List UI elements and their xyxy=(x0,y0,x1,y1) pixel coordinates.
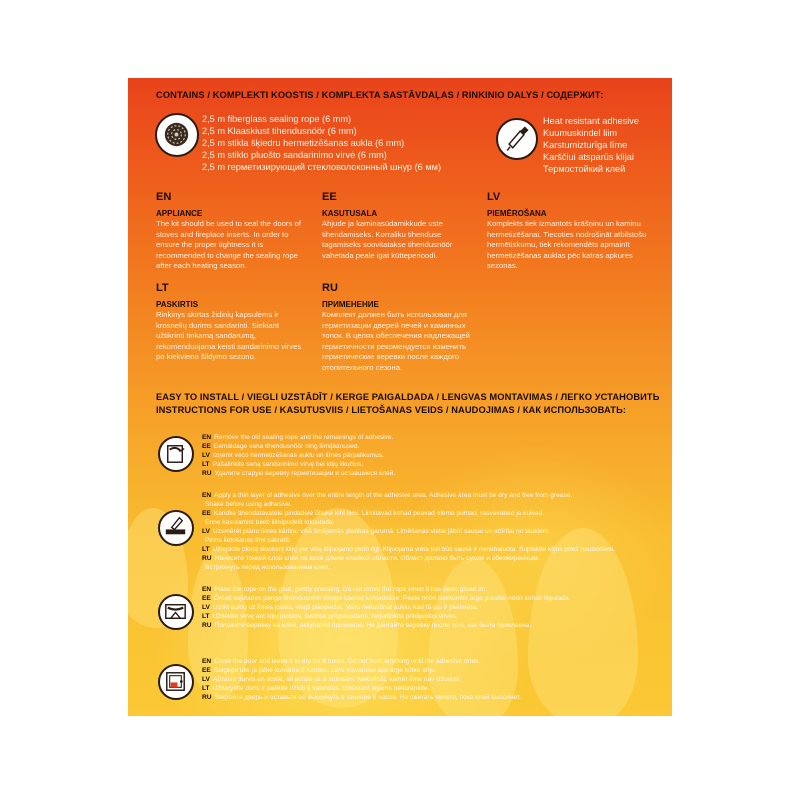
step-line xyxy=(202,461,363,470)
step-line xyxy=(202,434,393,443)
remove-old-rope-icon xyxy=(158,436,194,472)
section-code: EN xyxy=(156,191,172,203)
lang-code: LV xyxy=(202,604,210,611)
section-text: The kit should be used to seal the doors of stoves and fireplace inserts. In order to ensure the proper tightness it is recommended to change the sealing rope after each heating season. xyxy=(156,219,301,270)
step-text: Remove the old sealing rope and the remainings of adhesive. xyxy=(214,434,394,441)
section-code: EE xyxy=(322,191,337,203)
rope-line: 2,5 m stikla šķiedru hermetizēšanas aukla (6 mm) xyxy=(202,138,405,148)
step-text: Нанесите тонкий слой клея по всей длине клейкой области. Област должно быть сухим и обезжиренным. xyxy=(214,555,540,562)
step-text: Uzlikt auklu uz līmes joslas, viegli piespiežot. Vairs nekustināt auklu, kad tā jau ir pielīmēta. xyxy=(212,604,478,611)
adhesive-line: Karščiui atsparūs klijai xyxy=(543,152,634,162)
step-line xyxy=(202,555,539,564)
section-title: KASUTUSALA xyxy=(322,209,378,218)
step-line xyxy=(202,510,544,519)
step-line xyxy=(202,501,292,510)
section-code: RU xyxy=(322,282,338,294)
easy-to-install-heading: EASY TO INSTALL / VIEGLI UZSTĀDĪT / KERGE PAIGALDADA / LENGVAS MONTAVIMAS / ЛЕГКО УСТАНОВИТЬ xyxy=(156,392,660,402)
rope-line: 2,5 m stiklo pluošto sandarinimo virvė (6 mm) xyxy=(202,150,387,160)
step-line xyxy=(202,586,487,595)
lang-code: LV xyxy=(202,452,210,459)
section-text: Ahjude ja kaminasüdamikkude uste tihendamiseks. Korraliku tihenduse tagamiseks soovitatakse tihendusnöör vahetada peale igat kütteperioodi. xyxy=(322,219,453,260)
rope-line: 2,5 m Klaaskiust tihendusnöör (6 mm) xyxy=(202,126,357,136)
lang-code: EN xyxy=(202,658,212,665)
lang-code: EE xyxy=(202,595,211,602)
lang-code: LT xyxy=(202,546,210,553)
step-text: Встряхнуть перед использованием клея. xyxy=(205,564,330,571)
lang-code: EE xyxy=(202,667,211,674)
step-text: Izņemt veco hermetizēšanas auklu un līmes pārpalikumus. xyxy=(212,452,385,459)
step-text: Uždėkite virvę ant klijų juostos, švelniai prispausdami. Nejudinkite priklijuotos virvės. xyxy=(212,613,458,620)
product-instructions-panel xyxy=(128,78,672,716)
step-line xyxy=(202,519,334,528)
instructions-heading: INSTRUCTIONS FOR USE / KASUTUSVIIS / LIETOŠANAS VEIDS / NAUDOJIMAS / КАК ИСПОЛЬЗОВАТЬ: xyxy=(156,405,627,415)
adhesive-line: Kuumuskindel liim xyxy=(543,128,618,138)
section-text: Komplekts tiek izmantots krāšņinu un kaminu hermetizēšanai. Tiecoties nodrošināt atbilstošu hermētiskumu, tiek rekomendēts apmainīt hermetizēšanas auklas pēc katras apkures sezonas. xyxy=(487,219,647,270)
step-text: Shake before using adhesive. xyxy=(205,501,292,508)
step-text: Kandke tihendatavatele pindadele õhuke kiht liimi. Liimitavad kohad peavad olema puhtad, rasvavabad ja kuivad. xyxy=(213,510,545,517)
lang-code: RU xyxy=(202,555,212,562)
rope-line: 2,5 m fiberglass sealing rope (6 mm) xyxy=(202,114,352,124)
step-line xyxy=(202,667,437,676)
lang-code: LT xyxy=(202,461,210,468)
step-text: Закройте дверь и оставьте ее высохнуть в течение 8 часов. Не сжигать ничего, пока клей высохнет. xyxy=(214,694,522,701)
step-line xyxy=(202,676,461,685)
step-line xyxy=(202,564,330,573)
step-line xyxy=(202,595,570,604)
step-text: Положите веревку на клей, аккуратно прижимая. Не двигайте веревку после того, как была приклеена. xyxy=(214,622,532,629)
lang-code: EN xyxy=(202,434,212,441)
lang-code: RU xyxy=(202,694,212,701)
step-text: Uzsmērēt plānu līmes kārtiņu visā līmējamās platības garumā. Līmēšanas vietai jābūt sausai un attīrītai no taukiem. xyxy=(212,528,551,535)
step-line xyxy=(202,470,395,479)
step-line xyxy=(202,528,550,537)
section-title: APPLIANCE xyxy=(156,209,203,218)
close-door-icon xyxy=(158,664,194,700)
step-line xyxy=(202,685,430,694)
rope-line: 2,5 m герметизирующий стекловолоконный шнур (6 мм) xyxy=(202,162,442,172)
step-text: Aiztaisīt durvis un atstāt, lai atžūst uz 8 stundām. Nekurināt, kamēr līme nav izžuvusi. xyxy=(212,676,462,683)
section-title: PIEMĒROŠANA xyxy=(487,209,547,218)
adhesive-line: Heat resistant adhesive xyxy=(543,116,640,126)
lang-code: EN xyxy=(202,492,212,499)
step-line xyxy=(202,537,291,546)
step-line xyxy=(202,546,615,555)
step-line xyxy=(202,452,384,461)
section-text: Rinkinys skirtas židinių kapsulėms ir krosnelių durims sandarinti. Siekiant užtikrinti tinkamą sandarumą, rekomenduojama keisti sandarinimo virves po kiekvieno šildymo sezono. xyxy=(156,310,302,361)
step-text: Place the rope on the glue, gently pressing. Do not move the rope when it has been glued on. xyxy=(214,586,487,593)
step-line xyxy=(202,622,531,631)
step-text: Sulgege uks ja jätke kuivama 8 tunniks. Liimi kuivamise ajal ärge kütke ahju. xyxy=(213,667,437,674)
step-text: Užtepkite ploną sluoksnį klijų per visą klijuojamo ploto ilgį. Klijuojama vieta turi būti sausa ir neriebaluota. Suplakite klijus prieš naudodami. xyxy=(212,546,616,553)
place-rope-icon xyxy=(158,594,194,630)
lang-code: LT xyxy=(202,685,210,692)
step-text: Apply a thin layer of adhesive over the entire length of the adhesive area. Adhesive area must be dry and free from grease. xyxy=(214,492,573,499)
step-text: Eemaldage vana tihendusnöör ning liimijäänused. xyxy=(213,443,360,450)
step-text: Pašalinkite seną sandarinimo virvę bei klijų likučius. xyxy=(212,461,364,468)
step-line xyxy=(202,443,359,452)
adhesive-tube-icon xyxy=(496,118,538,160)
apply-adhesive-icon xyxy=(158,510,194,546)
lang-code: RU xyxy=(202,470,212,477)
section-code: LT xyxy=(156,282,169,294)
section-text: Комплект должен быть использован для герметизации дверей печей и каминных топок. В целях обеспечения надлежащей герметичности рекомендуется изменить герметические веревки после каждого отопительного сезона. xyxy=(322,310,470,372)
step-text: Pirms lietošanas līmi sakratīt. xyxy=(205,537,291,544)
lang-code: RU xyxy=(202,622,212,629)
section-code: LV xyxy=(487,191,501,203)
lang-code: EN xyxy=(202,586,212,593)
contains-heading: CONTAINS / KOMPLEKTI KOOSTIS / KOMPLEKTA SASTĀVDAĻAS / RINKINIO DALYS / СОДЕРЖИТ: xyxy=(156,90,604,100)
lang-code: EE xyxy=(202,510,211,517)
step-text: Uždarykite duris ir palikite džiūti 8 valandas. Džiūstant klijams nekūrenkite. xyxy=(212,685,430,692)
lang-code: LV xyxy=(202,676,210,683)
sealing-rope-icon xyxy=(155,113,199,157)
section-title: PASKIRTIS xyxy=(156,300,199,309)
step-text: Õmalt vajutades pange tihendusnöör liimiga kaetud kohtadesse. Peale nööri nakkumist ärge puudke nööri kohalt liigutada. xyxy=(213,595,571,602)
step-text: Enne kasutamist tuleb liimipudelit loksutada. xyxy=(205,519,335,526)
lang-code: LV xyxy=(202,528,210,535)
lang-code: LT xyxy=(202,613,210,620)
step-line xyxy=(202,694,521,703)
step-line xyxy=(202,658,480,667)
step-text: Close the door and leave it to dry for 8 hours. Do not burn anything until the adhesive dries. xyxy=(214,658,481,665)
adhesive-line: Термостойкий клей xyxy=(543,164,626,174)
section-title: ПРИМЕНЕНИЕ xyxy=(322,300,379,309)
step-line xyxy=(202,613,458,622)
step-text: Удалите старую веревку герметизации и оставшиеся клей. xyxy=(214,470,396,477)
adhesive-line: Karstumizturīga līme xyxy=(543,140,628,150)
step-line xyxy=(202,492,572,501)
lang-code: EE xyxy=(202,443,211,450)
step-line xyxy=(202,604,478,613)
